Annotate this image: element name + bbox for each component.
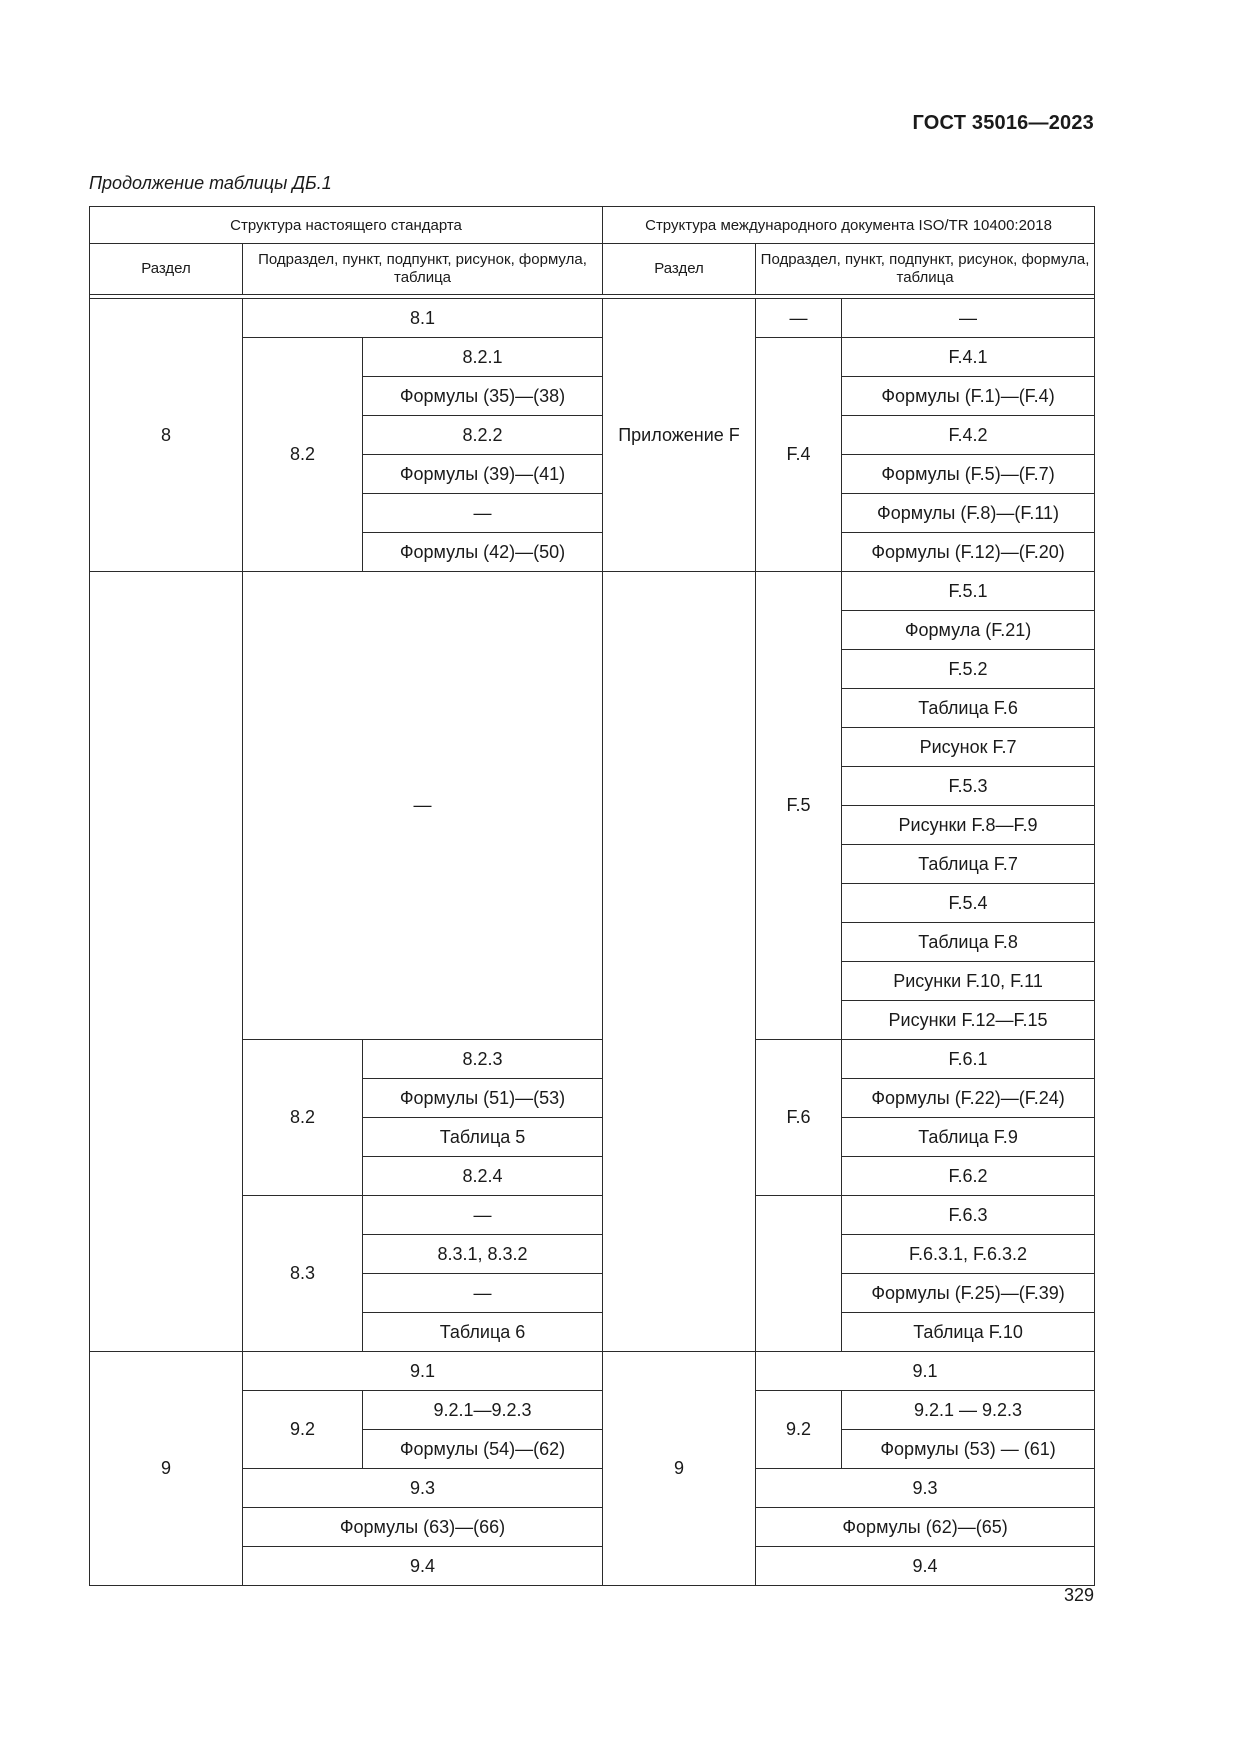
cell-dash: —: [842, 299, 1095, 338]
cell-8-3: 8.3: [243, 1196, 363, 1352]
cell-8-2: 8.2: [243, 338, 363, 572]
cell-f6-3-1: F.6.3.1, F.6.3.2: [842, 1235, 1095, 1274]
cell-empty-section: [90, 572, 243, 1352]
cell-empty-sub: [756, 1196, 842, 1352]
cell-formula: Формула (F.21): [842, 611, 1095, 650]
cell-f5-4: F.5.4: [842, 884, 1095, 923]
header-group-row: [90, 207, 1095, 244]
cell-f6: F.6: [756, 1040, 842, 1196]
cell-dash: —: [363, 494, 603, 533]
header-group-right: Структура международного документа ISO/TR 10400:2018: [603, 207, 1095, 244]
cell-8-2-3: 8.2.3: [363, 1040, 603, 1079]
cell-formulas: Формулы (F.1)—(F.4): [842, 377, 1095, 416]
header-subsection-left: Подраздел, пункт, подпункт, рисунок, формула, таблица: [243, 244, 603, 295]
cell-figure-ref: Рисунки F.10, F.11: [842, 962, 1095, 1001]
cell-formulas: Формулы (35)—(38): [363, 377, 603, 416]
header-columns-row: [90, 244, 1095, 295]
cell-8-2-4: 8.2.4: [363, 1157, 603, 1196]
cell-table-ref: Таблица F.6: [842, 689, 1095, 728]
cell-8-3-1: 8.3.1, 8.3.2: [363, 1235, 603, 1274]
cell-formulas: Формулы (53) — (61): [842, 1430, 1095, 1469]
header-section-right: Раздел: [603, 244, 756, 295]
cell-dash: —: [756, 299, 842, 338]
cell-9-3: 9.3: [243, 1469, 603, 1508]
cell-8-1: 8.1: [243, 299, 603, 338]
cell-dash: —: [363, 1274, 603, 1313]
cell-formulas: Формулы (54)—(62): [363, 1430, 603, 1469]
cell-formulas: Формулы (51)—(53): [363, 1079, 603, 1118]
cell-formulas: Формулы (F.12)—(F.20): [842, 533, 1095, 572]
cell-dash-large: —: [243, 572, 603, 1040]
table-row: [90, 299, 1095, 338]
header-subsection-right: Подраздел, пункт, подпункт, рисунок, формула, таблица: [756, 244, 1095, 295]
document-code: ГОСТ 35016—2023: [912, 112, 1094, 134]
cell-f4-2: F.4.2: [842, 416, 1095, 455]
cell-formulas: Формулы (F.5)—(F.7): [842, 455, 1095, 494]
cell-figure-ref: Рисунок F.7: [842, 728, 1095, 767]
cell-f6-1: F.6.1: [842, 1040, 1095, 1079]
cell-formulas: Формулы (39)—(41): [363, 455, 603, 494]
cell-formulas: Формулы (62)—(65): [756, 1508, 1095, 1547]
cell-f5: F.5: [756, 572, 842, 1040]
table-row: [90, 572, 1095, 611]
cell-empty-appendix: [603, 572, 756, 1352]
structure-comparison-table: [89, 206, 1095, 1586]
cell-9-1-right: 9.1: [756, 1352, 1095, 1391]
cell-9-2: 9.2: [243, 1391, 363, 1469]
cell-formulas: Формулы (42)—(50): [363, 533, 603, 572]
cell-9-4: 9.4: [243, 1547, 603, 1586]
cell-f5-1: F.5.1: [842, 572, 1095, 611]
cell-table-ref: Таблица 5: [363, 1118, 603, 1157]
cell-f6-2: F.6.2: [842, 1157, 1095, 1196]
cell-9-3-right: 9.3: [756, 1469, 1095, 1508]
cell-f5-3: F.5.3: [842, 767, 1095, 806]
cell-9-2-right: 9.2: [756, 1391, 842, 1469]
cell-formulas: Формулы (63)—(66): [243, 1508, 603, 1547]
cell-f6-3: F.6.3: [842, 1196, 1095, 1235]
cell-table-ref: Таблица F.8: [842, 923, 1095, 962]
cell-8-2-1: 8.2.1: [363, 338, 603, 377]
cell-table-ref: Таблица F.10: [842, 1313, 1095, 1352]
cell-appendix-f: Приложение F: [603, 299, 756, 572]
cell-formulas: Формулы (F.8)—(F.11): [842, 494, 1095, 533]
cell-section-8: 8: [90, 299, 243, 572]
cell-figure-ref: Рисунки F.12—F.15: [842, 1001, 1095, 1040]
cell-table-ref: Таблица 6: [363, 1313, 603, 1352]
table-caption: Продолжение таблицы ДБ.1: [89, 173, 332, 193]
table-row: [90, 1352, 1095, 1391]
cell-9-2-1-right: 9.2.1 — 9.2.3: [842, 1391, 1095, 1430]
cell-dash: —: [363, 1196, 603, 1235]
cell-8-2-2: 8.2.2: [363, 416, 603, 455]
cell-f4-1: F.4.1: [842, 338, 1095, 377]
cell-f5-2: F.5.2: [842, 650, 1095, 689]
cell-table-ref: Таблица F.7: [842, 845, 1095, 884]
cell-section-9-right: 9: [603, 1352, 756, 1586]
cell-9-1: 9.1: [243, 1352, 603, 1391]
cell-f4: F.4: [756, 338, 842, 572]
cell-figure-ref: Рисунки F.8—F.9: [842, 806, 1095, 845]
header-group-left: Структура настоящего стандарта: [90, 207, 603, 244]
cell-formulas: Формулы (F.25)—(F.39): [842, 1274, 1095, 1313]
header-section-left: Раздел: [90, 244, 243, 295]
cell-table-ref: Таблица F.9: [842, 1118, 1095, 1157]
cell-formulas: Формулы (F.22)—(F.24): [842, 1079, 1095, 1118]
page-number: 329: [1063, 1585, 1094, 1605]
cell-8-2: 8.2: [243, 1040, 363, 1196]
cell-9-2-1: 9.2.1—9.2.3: [363, 1391, 603, 1430]
cell-9-4-right: 9.4: [756, 1547, 1095, 1586]
cell-section-9: 9: [90, 1352, 243, 1586]
